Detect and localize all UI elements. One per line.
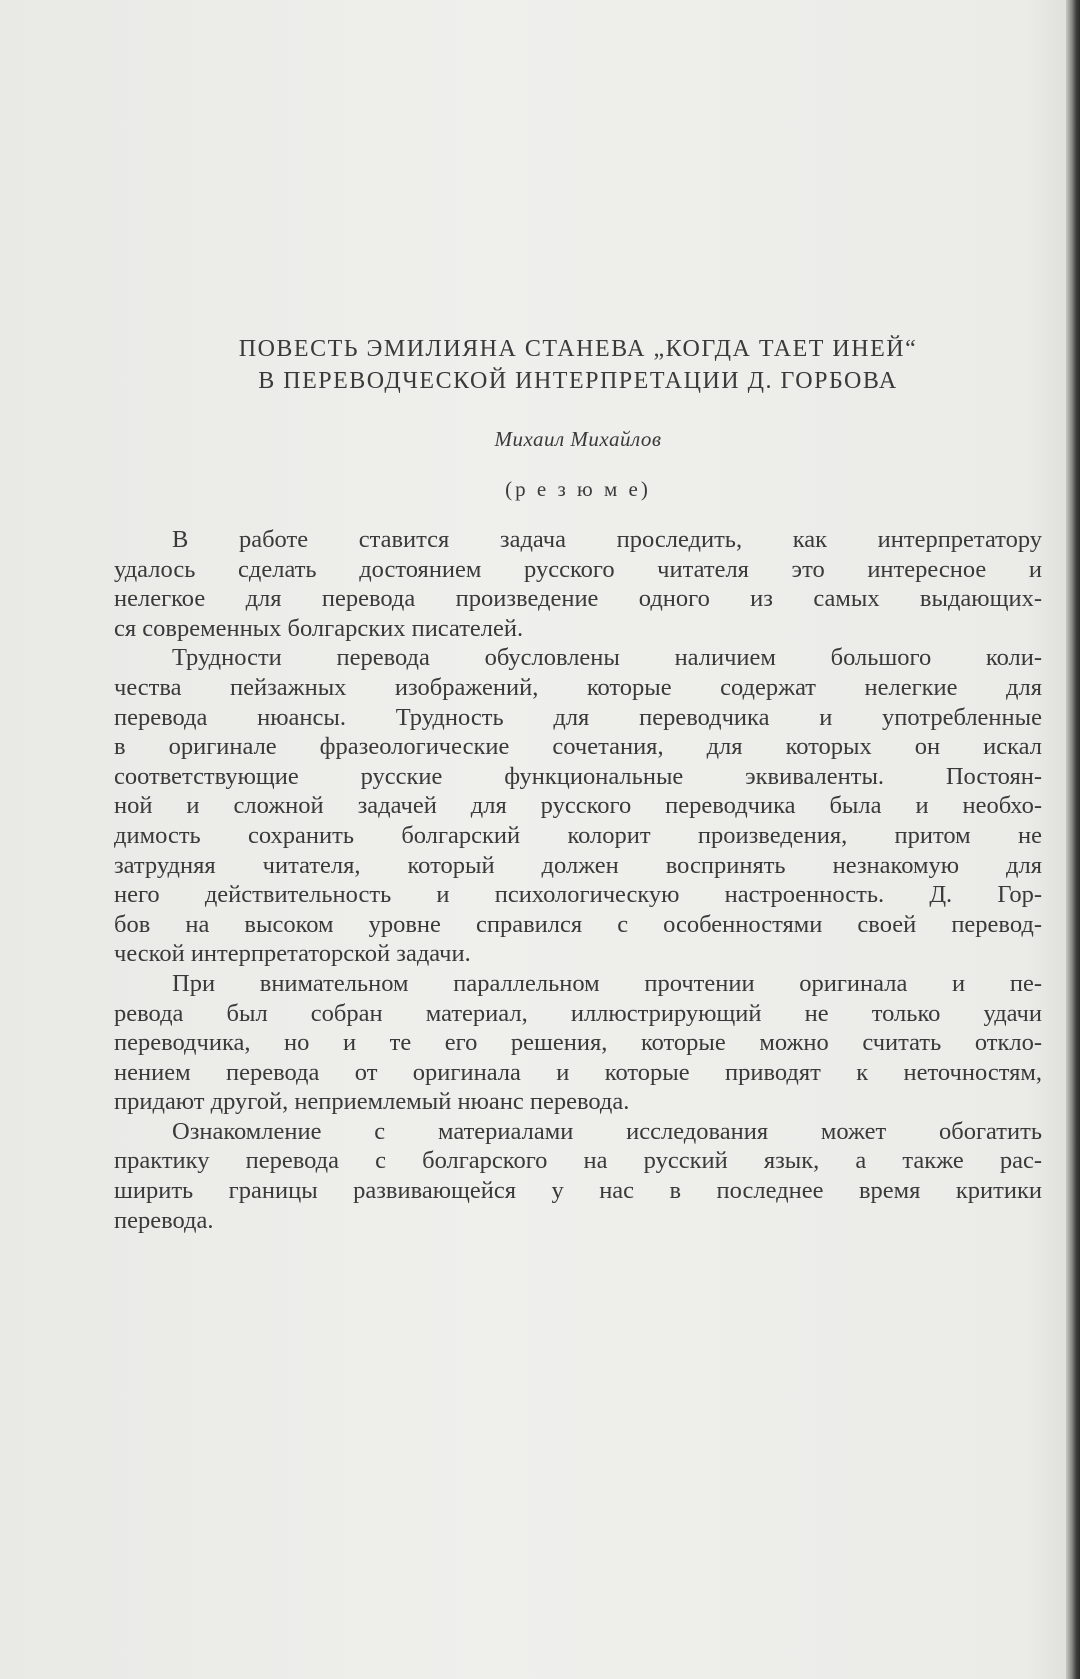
text-line: в оригинале фразеологические сочетания, для которых он искал [114, 733, 1042, 761]
page-edge-shadow [1066, 0, 1080, 1679]
text-line: придают другой, неприемлемый нюанс перевода. [114, 1088, 630, 1116]
text-line: нением перевода от оригинала и которые приводят к неточностям, [114, 1058, 1042, 1086]
text-line: перевода нюансы. Трудность для переводчика и употребленные [114, 703, 1042, 731]
text-line: ся современных болгарских писателей. [114, 614, 524, 642]
text-line: ревода был собран материал, иллюстрирующий не только удачи [114, 999, 1042, 1027]
text-line: ширить границы развивающейся у нас в последнее время критики [114, 1177, 1042, 1205]
body-text [114, 525, 1042, 1235]
text-line: него действительность и психологическую настроенность. Д. Гор- [114, 881, 1042, 909]
text-line: практику перевода с болгарского на русский язык, а также рас- [114, 1147, 1042, 1175]
text-line: Трудности перевода обусловлены наличием большого коли- [172, 644, 1042, 672]
text-line: При внимательном параллельном прочтении оригинала и пе- [172, 969, 1042, 997]
title-line-1: ПОВЕСТЬ ЭМИЛИЯНА СТАНЕВА „КОГДА ТАЕТ ИНЕЙ“ [238, 336, 918, 362]
text-line: ческой интерпретаторской задачи. [114, 940, 471, 968]
text-line: нелегкое для перевода произведение одного из самых выдающих- [114, 585, 1042, 613]
text-line: перевода. [114, 1206, 214, 1234]
text-line: бов на высоком уровне справился с особенностями своей перевод- [114, 910, 1042, 938]
author-name: Михаил Михайлов [494, 427, 662, 451]
text-line: переводчика, но и те его решения, которые можно считать откло- [114, 1029, 1042, 1057]
paragraph-3 [114, 969, 1042, 1117]
text-line: удалось сделать достоянием русского читателя это интересное и [114, 555, 1042, 583]
text-line: затрудняя читателя, который должен воспринять незнакомую для [114, 851, 1042, 879]
article [114, 333, 1042, 1235]
text-line: ной и сложной задачей для русского переводчика была и необхо- [114, 792, 1042, 820]
text-line: соответствующие русские функциональные эквиваленты. Постоян- [114, 762, 1042, 790]
text-line: Ознакомление с материалами исследования может обогатить [172, 1117, 1042, 1145]
title-line-2: В ПЕРЕВОДЧЕСКОЙ ИНТЕРПРЕТАЦИИ Д. ГОРБОВА [258, 368, 898, 394]
text-line: В работе ставится задача проследить, как интерпретатору [172, 526, 1042, 553]
text-line: димость сохранить болгарский колорит произведения, притом не [114, 821, 1042, 849]
resume-label: (р е з ю м е) [505, 477, 651, 501]
paragraph-4 [114, 1117, 1042, 1235]
paragraph-1 [114, 525, 1042, 643]
text-line: чества пейзажных изображений, которые содержат нелегкие для [114, 673, 1042, 701]
paragraph-2 [114, 643, 1042, 969]
article-title [114, 333, 1042, 397]
